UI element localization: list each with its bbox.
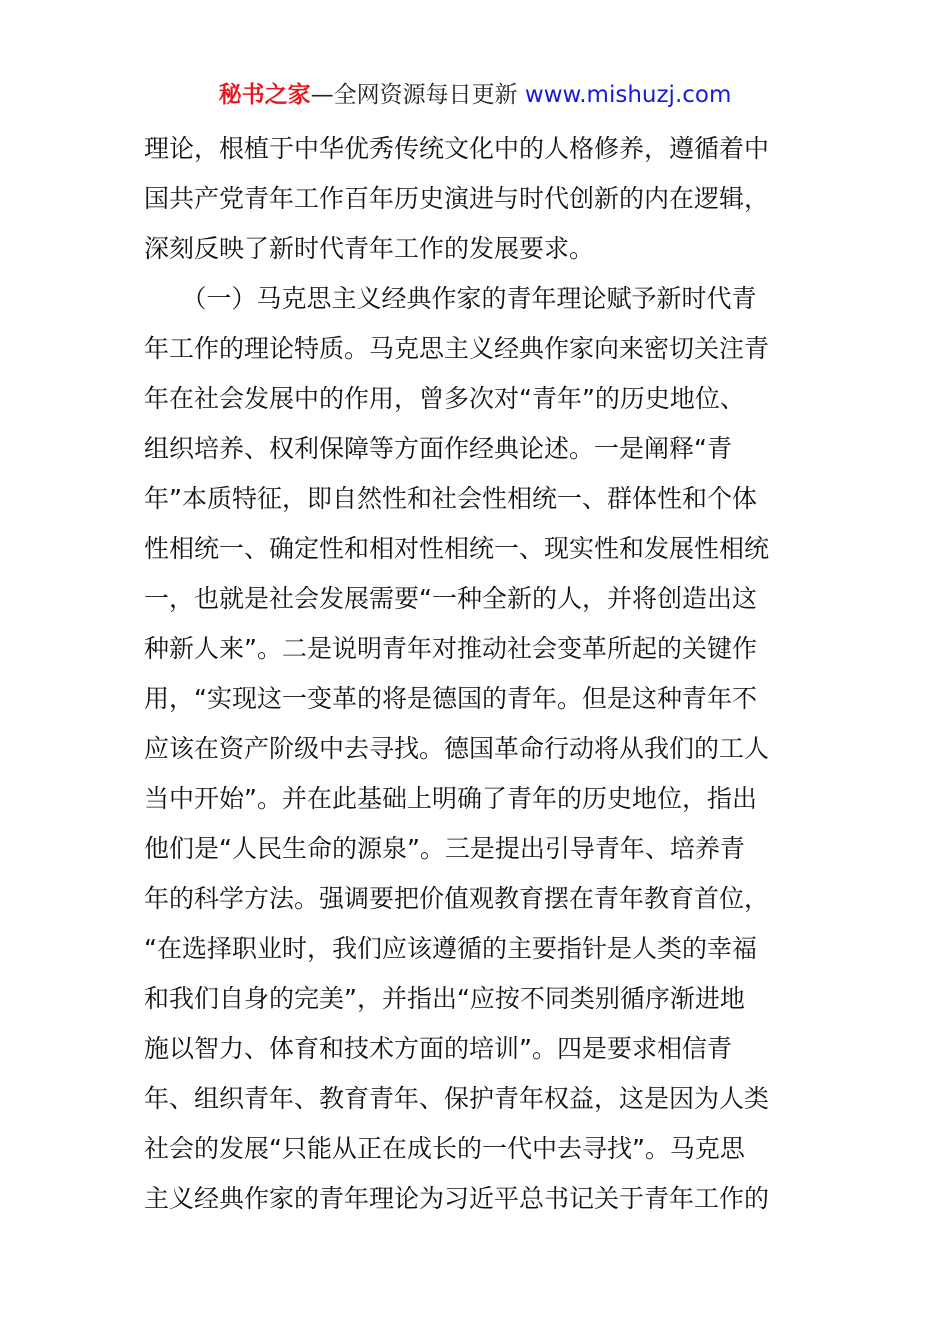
text-line: 国共产党青年工作百年历史演进与时代创新的内在逻辑， [144,184,770,213]
text-line: 组织培养、权利保障等方面作经典论述。一是阐释“青 [144,434,732,463]
document-body [144,124,812,1224]
text-line: 一，也就是社会发展需要“一种全新的人，并将创造出这 [144,584,757,613]
site-header [0,78,950,112]
text-line: 年在社会发展中的作用，曾多次对“青年”的历史地位、 [144,384,745,413]
text-line: “在选择职业时，我们应该遵循的主要指针是人类的幸福 [144,934,757,963]
text-line: 年、组织青年、教育青年、保护青年权益，这是因为人类 [144,1084,770,1113]
text-line: 性相统一、确定性和相对性相统一、现实性和发展性相统 [144,534,770,563]
site-name: 秘书之家 [218,82,311,108]
text-line: 理论，根植于中华优秀传统文化中的人格修养，遵循着中 [144,134,770,163]
text-line: 用，“实现这一变革的将是德国的青年。但是这种青年不 [144,684,757,713]
text-line: 施以智力、体育和技术方面的培训”。四是要求相信青 [144,1034,732,1063]
text-line: 社会的发展“只能从正在成长的一代中去寻找”。马克思 [144,1134,745,1163]
site-url-link[interactable]: www.mishuzj.com [524,82,732,108]
text-line: 和我们自身的完美”，并指出“应按不同类别循序渐进地 [144,984,745,1013]
text-line: 主义经典作家的青年理论为习近平总书记关于青年工作的 [144,1184,770,1213]
text-line: 当中开始”。并在此基础上明确了青年的历史地位，指出 [144,784,757,813]
text-line: 应该在资产阶级中去寻找。德国革命行动将从我们的工人 [144,734,770,763]
text-line: 年工作的理论特质。马克思主义经典作家向来密切关注青 [144,334,770,363]
text-line: 他们是“人民生命的源泉”。三是提出引导青年、培养青 [144,834,745,863]
text-line: 年的科学方法。强调要把价值观教育摆在青年教育首位， [144,884,770,913]
text-line: 种新人来”。二是说明青年对推动社会变革所起的关键作 [144,634,757,663]
site-tagline: —全网资源每日更新 [310,82,518,108]
text-line: 深刻反映了新时代青年工作的发展要求。 [144,234,595,263]
section-heading-line: （一）马克思主义经典作家的青年理论赋予新时代青 [144,284,757,313]
text-line: 年”本质特征，即自然性和社会性相统一、群体性和个体 [144,484,757,513]
